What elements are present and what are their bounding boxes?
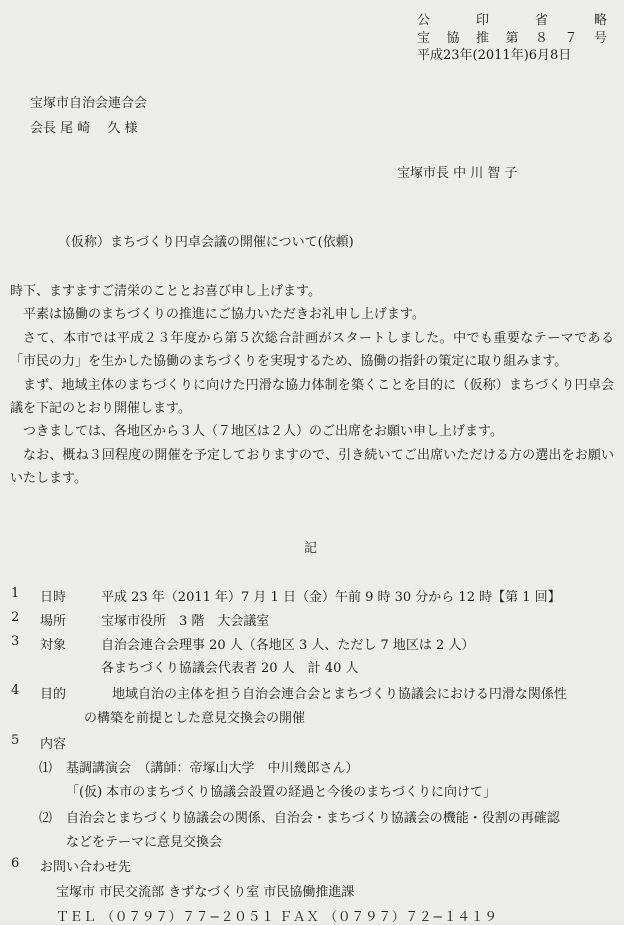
sub-2-text: 自治会とまちづくり協議会の関係、自治会・まちづくり協議会の機能・役割の再確認 bbox=[66, 811, 560, 826]
item-2-text: 宝塚市役所 3 階 大会議室 bbox=[101, 614, 270, 629]
sub-1-num: ⑴ bbox=[39, 761, 53, 776]
official-seal-omitted: 公 印 省 略 bbox=[417, 13, 607, 28]
document-date: 平成23年(2011年)6月8日 bbox=[417, 48, 572, 63]
item-3-text: 自治会連合会理事 20 人（各地区 3 人、ただし 7 地区は 2 人） bbox=[101, 638, 475, 653]
addressee-person: 会長 尾 崎 久 様 bbox=[30, 121, 138, 136]
sub-1-text: 基調講演会 （講師：帝塚山大学 中川幾郎さん） bbox=[66, 761, 359, 776]
body-paragraph: なお、概ね３回程度の開催を予定しておりますので、引き続いてご出席いただける方の選出をお願いいたします。 bbox=[10, 447, 614, 487]
addressee-block bbox=[30, 91, 147, 141]
body-text bbox=[10, 280, 614, 491]
ki-heading: 記 bbox=[304, 541, 318, 556]
item-3-text-2: 各まちづくり協議会代表者 20 人 計 40 人 bbox=[101, 661, 359, 676]
sub-2-text-2: などをテーマに意見交換会 bbox=[66, 835, 223, 850]
item-2-label: 場所 bbox=[40, 614, 67, 629]
item-4-text: 地域自治の主体を担う自治会連合会とまちづくり協議会における円滑な関係性 bbox=[112, 687, 567, 702]
sender: 宝塚市長 中 川 智 子 bbox=[397, 166, 518, 181]
item-5-num: 5 bbox=[11, 733, 20, 748]
sub-2-num: ⑵ bbox=[39, 811, 53, 826]
addressee-org: 宝塚市自治会連合会 bbox=[30, 96, 148, 111]
item-1-text: 平成 23 年（2011 年）7 月 1 日（金）午前 9 時 30 分から 12 時【第 1 回】 bbox=[101, 590, 561, 605]
item-2-num: 2 bbox=[11, 610, 20, 625]
document-number: 宝協推第８７号 bbox=[417, 30, 607, 46]
item-3-num: 3 bbox=[11, 634, 20, 649]
body-paragraph: さて、本市では平成２３年度から第５次総合計画がスタートしました。中でも重要なテーマである「市民の力」を生かした協働のまちづくりを実現するため、協働の指針の策定に取り組みます。 bbox=[10, 330, 614, 370]
contact-dept: 宝塚市 市民交流部 きずなづくり室 市民協働推進課 bbox=[56, 885, 355, 900]
body-paragraph: まず、地域主体のまちづくりに向けた円滑な協力体制を築くことを目的に（仮称）まちづくり円卓会議を下記のとおり開催します。 bbox=[10, 377, 614, 417]
contact-phone-fax: ＴＥＬ （０７９７）７７−２０５１ ＦＡＸ （０７９７）７２−１４１９ bbox=[56, 910, 498, 925]
greeting: 時下、ますますご清栄のこととお喜び申し上げます。 bbox=[10, 284, 321, 299]
item-4-label: 目的 bbox=[40, 687, 67, 702]
item-6-label: お問い合わせ先 bbox=[40, 860, 132, 875]
reference-block bbox=[417, 12, 607, 65]
item-4-text-2: の構築を前提とした意見交換会の開催 bbox=[84, 711, 306, 726]
sub-1-text-2: 「(仮) 本市のまちづくり協議会設置の経過と今後のまちづくりに向けて」 bbox=[66, 785, 497, 800]
item-3-label: 対象 bbox=[40, 638, 67, 653]
body-paragraph: つきましては、各地区から３人（７地区は２人）のご出席をお願い申し上げます。 bbox=[23, 424, 503, 440]
item-1-label: 日時 bbox=[40, 590, 67, 605]
item-1-num: 1 bbox=[11, 586, 20, 601]
item-5-label: 内容 bbox=[40, 737, 67, 752]
subject-title: （仮称）まちづくり円卓会議の開催について(依頼) bbox=[58, 235, 354, 250]
item-6-num: 6 bbox=[11, 856, 20, 871]
body-paragraph: 平素は協働のまちづくりの推進にご協力いただきお礼申し上げます。 bbox=[23, 307, 425, 323]
item-4-num: 4 bbox=[11, 683, 20, 698]
